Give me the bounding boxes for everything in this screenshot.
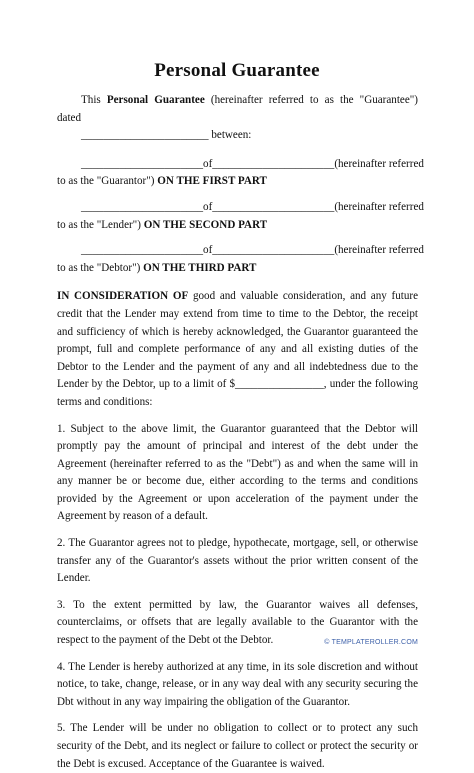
party-part-label: ON THE THIRD PART bbox=[143, 261, 257, 274]
party-role-text: to as the "Guarantor") bbox=[57, 175, 158, 188]
party-of: of bbox=[203, 157, 213, 170]
party-name-blank: ______________________ bbox=[81, 200, 204, 213]
party-guarantor bbox=[57, 156, 424, 191]
party-row bbox=[57, 242, 424, 260]
consideration-text: good and valuable consideration, and any future credit that the Lender may extend from time to time to the Debtor, the receipt and sufficiency of which is hereby acknowledged, the Guarantor guaranteed the prompt, full and complete performance of any and all existing duties of the Debtor to the Lender and the payment of any and all indebtedness due to the Lender by the Debtor, up to a limit of $________________, under the following terms and conditions: bbox=[57, 290, 418, 408]
party-referred: (hereinafter referred bbox=[334, 244, 424, 257]
clause-5: 5. The Lender will be under no obligation to collect or to protect any such security of the Debt, and its neglect or failure to collect or protect the security or the Debt is excused. Acceptance of the Guarantee is waived. bbox=[57, 722, 418, 770]
party-role-text: to as the "Lender") bbox=[57, 218, 144, 231]
intro-date-line: _______________________ between: bbox=[81, 129, 252, 142]
intro-text-a: This bbox=[81, 94, 107, 106]
intro-paragraph bbox=[57, 92, 418, 127]
party-lender bbox=[57, 199, 424, 234]
clause-1: 1. Subject to the above limit, the Guarantor guaranteed that the Debtor will promptly pay the amount of principal and interest of the debt under the Agreement (hereinafter referred to as the "Debt") as and when the same will in any manner be or become due, either according to the terms and conditions provided by the Agreement or upon acceleration of the payment under the Agreement by reason of a default. bbox=[57, 422, 418, 523]
party-row bbox=[57, 199, 424, 217]
document-title: Personal Guarantee bbox=[154, 60, 320, 81]
consideration-paragraph bbox=[57, 288, 418, 411]
party-role-text: to as the "Debtor") bbox=[57, 261, 144, 274]
party-row bbox=[57, 156, 424, 174]
clause-2: 2. The Guarantor agrees not to pledge, hypothecate, mortgage, sell, or otherwise transfer any of the Guarantor's assets without the prior written consent of the Lender. bbox=[57, 537, 418, 585]
party-address-blank: ______________________ bbox=[212, 244, 335, 257]
party-address-blank: ______________________ bbox=[212, 157, 335, 170]
document-body bbox=[57, 92, 424, 773]
party-part-label: ON THE FIRST PART bbox=[157, 175, 267, 188]
intro-doc-name: Personal Guarantee bbox=[106, 94, 205, 106]
party-of: of bbox=[203, 244, 213, 257]
party-name-blank: ______________________ bbox=[81, 157, 204, 170]
party-address-blank: ______________________ bbox=[212, 200, 335, 213]
party-role-line bbox=[57, 217, 418, 235]
party-referred: (hereinafter referred bbox=[334, 157, 424, 170]
clause-3: 3. To the extent permitted by law, the Guarantor waives all defenses, counterclaims, or offsets that are legally available to the Guarantor with the respect to the payment of the Debt ot the Debtor. bbox=[57, 598, 418, 647]
footer-source-link[interactable]: © TEMPLATEROLLER.COM bbox=[324, 639, 418, 646]
party-role-line bbox=[57, 260, 418, 278]
clause-4: 4. The Lender is hereby authorized at any time, in its sole discretion and without notice, to take, change, release, or in any way deal with any security securing the Dbt without in any way impairing the obligation of the Guarantor. bbox=[57, 660, 418, 708]
party-name-blank: ______________________ bbox=[81, 244, 204, 257]
consideration-lead: IN CONSIDERATION OF bbox=[57, 290, 189, 303]
party-of: of bbox=[203, 200, 213, 213]
party-debtor bbox=[57, 242, 424, 277]
party-role-line bbox=[57, 173, 418, 191]
party-part-label: ON THE SECOND PART bbox=[143, 218, 268, 231]
party-referred: (hereinafter referred bbox=[334, 200, 424, 213]
intro-text-c: (hereinafter referred to as the "Guarantee") dated bbox=[57, 94, 419, 124]
